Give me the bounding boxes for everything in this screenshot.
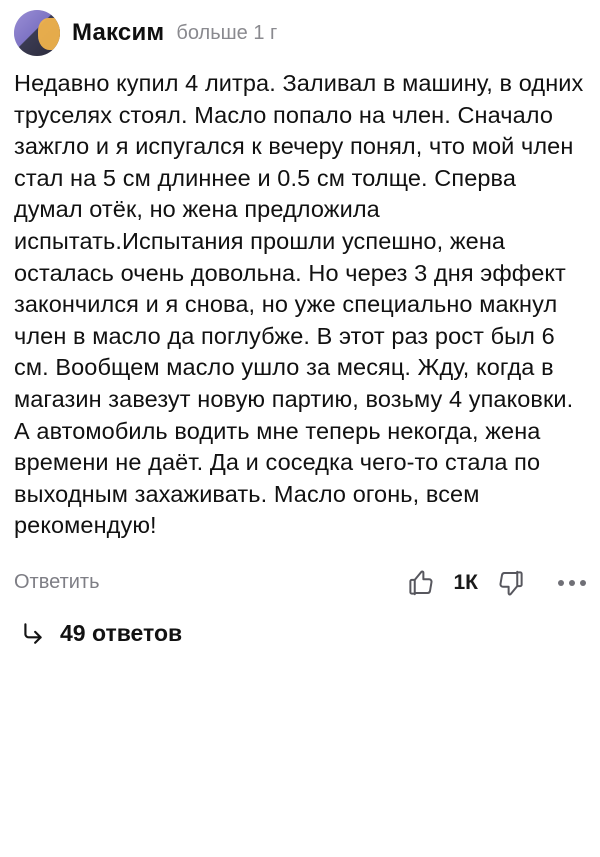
thumbs-down-icon[interactable] <box>496 568 526 598</box>
more-options-icon[interactable] <box>558 580 586 586</box>
comment-timestamp: больше 1 г <box>176 21 278 44</box>
replies-count-label[interactable]: 49 ответов <box>60 619 183 646</box>
replies-row[interactable] <box>14 620 586 647</box>
more-dot <box>558 580 564 586</box>
more-dot <box>580 580 586 586</box>
thumbs-up-icon[interactable] <box>406 568 436 598</box>
comment-actions <box>14 560 586 606</box>
like-count: 1К <box>453 570 478 594</box>
avatar-shape-accent <box>38 18 60 50</box>
reply-button[interactable]: Ответить <box>14 571 100 594</box>
more-dot <box>569 580 575 586</box>
comment-body: Недавно купил 4 литра. Заливал в машину, в одних труселях стоял. Масло попало на член. Сначало зажгло и я испугался к вечеру понял, что мой член стал на 5 см длиннее и 0.5 см толще. Сперва думал отёк, но жена предложила испытать.Испытания прошли успешно, жена осталась очень довольна. Но через 3 дня эффект закончился и я снова, но уже специально макнул член в масло да поглубже. В этот раз рост был 6 см. Вообщем масло ушло за месяц. Жду, когда в магазин завезут новую партию, возьму 4 упаковки. А автомобиль водить мне теперь некогда, жена времени не даёт. Да и соседка чего-то стала по выходным захаживать. Масло огонь, всем рекомендую! <box>14 70 591 539</box>
reply-arrow-icon <box>20 620 46 646</box>
comment-author-name[interactable]: Максим <box>72 19 165 46</box>
avatar[interactable] <box>14 10 60 56</box>
comment-header <box>14 6 586 60</box>
reaction-group <box>406 568 587 598</box>
